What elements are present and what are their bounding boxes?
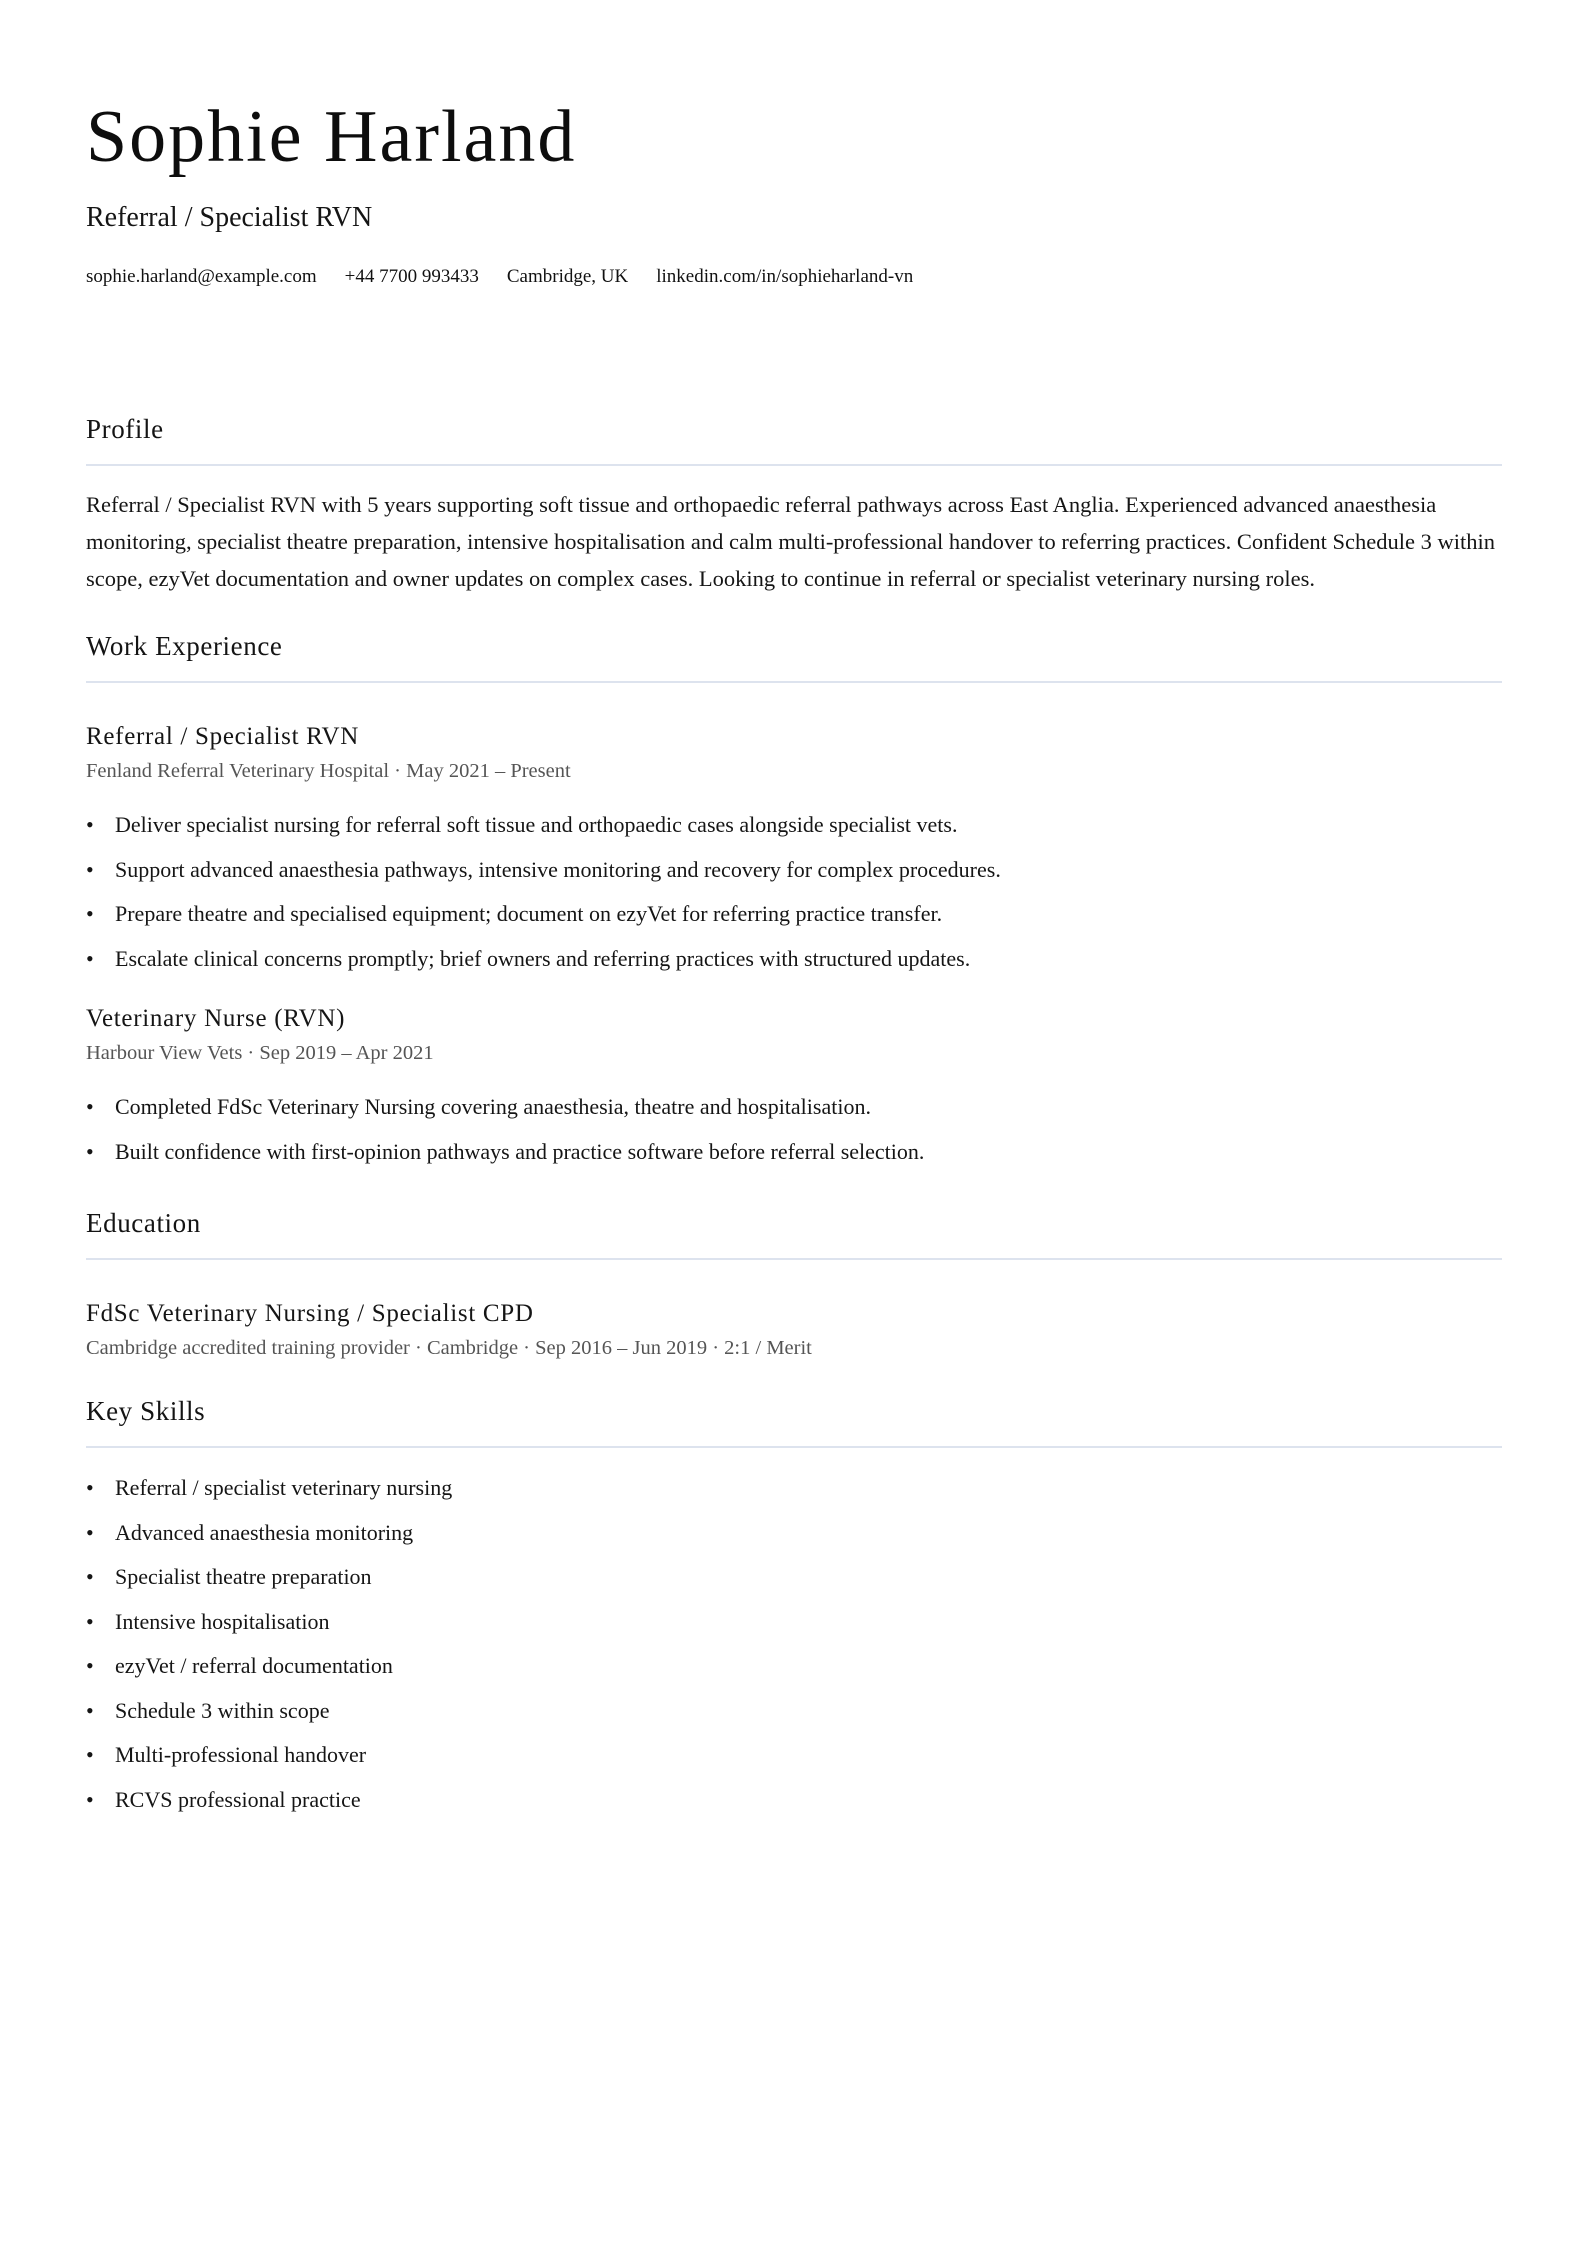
education-degree: FdSc Veterinary Nursing / Specialist CPD bbox=[86, 1300, 534, 1327]
skills-list bbox=[86, 1466, 1502, 1822]
job-entry bbox=[86, 721, 1502, 981]
job-title: Referral / Specialist RVN bbox=[86, 723, 360, 750]
job-bullet-list bbox=[86, 1085, 1502, 1174]
skill-item: • Specialist theatre preparation bbox=[86, 1555, 1502, 1600]
job-employer-dates: Harbour View Vets · Sep 2019 – Apr 2021 bbox=[86, 1042, 434, 1064]
job-bullet: • Deliver specialist nursing for referral soft tissue and orthopaedic cases alongside specialist vets. bbox=[86, 803, 1502, 848]
education-section bbox=[86, 1206, 1502, 1362]
skill-item: • Intensive hospitalisation bbox=[86, 1600, 1502, 1645]
job-title: Veterinary Nurse (RVN) bbox=[86, 1005, 346, 1032]
skill-item: • ezyVet / referral documentation bbox=[86, 1644, 1502, 1689]
job-entry bbox=[86, 1003, 1502, 1174]
job-bullet: • Built confidence with first-opinion pathways and practice software before referral selection. bbox=[86, 1130, 1502, 1175]
section-heading-key-skills: Key Skills bbox=[86, 1394, 1502, 1448]
skill-item: • Multi-professional handover bbox=[86, 1733, 1502, 1778]
job-bullet: • Completed FdSc Veterinary Nursing covering anaesthesia, theatre and hospitalisation. bbox=[86, 1085, 1502, 1130]
contact-email[interactable]: sophie.harland@example.com bbox=[86, 266, 317, 287]
job-bullet: • Prepare theatre and specialised equipment; document on ezyVet for referring practice transfer. bbox=[86, 892, 1502, 937]
skill-item: • Referral / specialist veterinary nursing bbox=[86, 1466, 1502, 1511]
skill-item: • Advanced anaesthesia monitoring bbox=[86, 1511, 1502, 1556]
profile-summary: Referral / Specialist RVN with 5 years supporting soft tissue and orthopaedic referral pathways across East Anglia. Experienced advanced anaesthesia monitoring, specialist theatre preparation, intensive hospitalisation and calm multi-professional handover to referring practices. Confident Schedule 3 within scope, ezyVet documentation and owner updates on complex cases. Looking to continue in referral or specialist veterinary nursing roles. bbox=[86, 492, 1495, 591]
skill-item: • RCVS professional practice bbox=[86, 1778, 1502, 1823]
job-employer-dates: Fenland Referral Veterinary Hospital · May 2021 – Present bbox=[86, 760, 571, 782]
section-heading-work-experience: Work Experience bbox=[86, 629, 1502, 683]
skill-item: • Schedule 3 within scope bbox=[86, 1689, 1502, 1734]
contact-linkedin[interactable]: linkedin.com/in/sophieharland-vn bbox=[656, 266, 914, 287]
candidate-title: Referral / Specialist RVN bbox=[86, 202, 373, 233]
job-bullet: • Escalate clinical concerns promptly; brief owners and referring practices with structured updates. bbox=[86, 937, 1502, 982]
work-experience-section bbox=[86, 629, 1502, 1174]
contact-line bbox=[86, 264, 1502, 290]
candidate-name: Sophie Harland bbox=[86, 96, 577, 178]
job-bullet-list bbox=[86, 803, 1502, 981]
section-heading-education: Education bbox=[86, 1206, 1502, 1260]
contact-location: Cambridge, UK bbox=[506, 266, 629, 287]
profile-section bbox=[86, 412, 1502, 597]
contact-phone[interactable]: +44 7700 993433 bbox=[344, 266, 479, 287]
key-skills-section bbox=[86, 1394, 1502, 1822]
education-details: Cambridge accredited training provider · Cambridge · Sep 2016 – Jun 2019 · 2:1 / Merit bbox=[86, 1337, 812, 1359]
resume-header bbox=[86, 0, 1502, 290]
job-bullet: • Support advanced anaesthesia pathways, intensive monitoring and recovery for complex procedures. bbox=[86, 848, 1502, 893]
section-heading-profile: Profile bbox=[86, 412, 1502, 466]
